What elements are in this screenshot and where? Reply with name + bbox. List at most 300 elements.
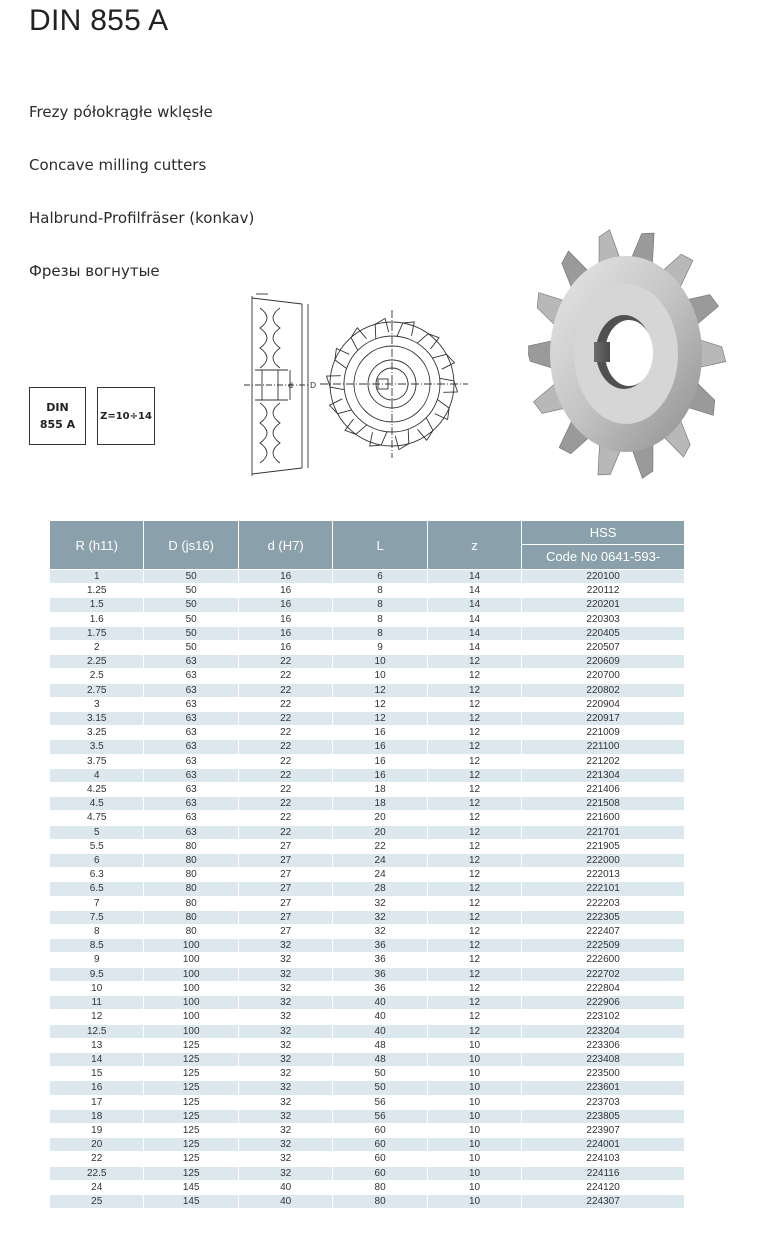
table-row: [50, 910, 685, 924]
cell-radius: 10: [50, 981, 144, 995]
cell-code: 221508: [522, 797, 685, 811]
cell-teeth: 10: [427, 1138, 521, 1152]
table-row: [50, 1052, 685, 1066]
cell-outer-diameter: 63: [144, 825, 238, 839]
cell-teeth: 10: [427, 1081, 521, 1095]
cell-width: 80: [333, 1180, 427, 1194]
cell-width: 36: [333, 939, 427, 953]
cell-teeth: 14: [427, 626, 521, 640]
table-body: [50, 570, 685, 1209]
cell-code: 222101: [522, 882, 685, 896]
cell-radius: 9: [50, 953, 144, 967]
cell-radius: 3: [50, 697, 144, 711]
cell-radius: 7.5: [50, 910, 144, 924]
cell-code: 223306: [522, 1038, 685, 1052]
cell-code: 224116: [522, 1166, 685, 1180]
cell-bore-diameter: 32: [238, 981, 332, 995]
cell-outer-diameter: 125: [144, 1067, 238, 1081]
cell-bore-diameter: 27: [238, 925, 332, 939]
cell-width: 24: [333, 868, 427, 882]
cell-width: 10: [333, 655, 427, 669]
cell-code: 223102: [522, 1010, 685, 1024]
cutter-tooth-outline: [375, 318, 389, 338]
cutter-tooth-outline: [370, 432, 387, 446]
cell-code: 222013: [522, 868, 685, 882]
cell-outer-diameter: 80: [144, 839, 238, 853]
cell-code: 223601: [522, 1081, 685, 1095]
cell-outer-diameter: 100: [144, 996, 238, 1010]
cell-teeth: 12: [427, 754, 521, 768]
cell-radius: 3.5: [50, 740, 144, 754]
cell-radius: 11: [50, 996, 144, 1010]
table-row: [50, 1194, 685, 1208]
cell-width: 12: [333, 712, 427, 726]
cell-bore-diameter: 22: [238, 740, 332, 754]
cell-teeth: 12: [427, 811, 521, 825]
cell-radius: 4: [50, 768, 144, 782]
cell-bore-diameter: 40: [238, 1194, 332, 1208]
cell-outer-diameter: 125: [144, 1095, 238, 1109]
cell-radius: 12.5: [50, 1024, 144, 1038]
cell-code: 222600: [522, 953, 685, 967]
cell-bore-diameter: 22: [238, 655, 332, 669]
cell-outer-diameter: 63: [144, 740, 238, 754]
cell-radius: 7: [50, 896, 144, 910]
cell-width: 8: [333, 612, 427, 626]
cell-width: 20: [333, 811, 427, 825]
cell-code: 221406: [522, 783, 685, 797]
cell-teeth: 12: [427, 697, 521, 711]
cell-outer-diameter: 50: [144, 626, 238, 640]
cell-outer-diameter: 50: [144, 641, 238, 655]
cell-radius: 5: [50, 825, 144, 839]
table-row: [50, 1095, 685, 1109]
cell-width: 60: [333, 1152, 427, 1166]
cell-outer-diameter: 125: [144, 1123, 238, 1137]
cell-bore-diameter: 27: [238, 896, 332, 910]
cutter-product-photo: [528, 222, 743, 490]
cell-width: 18: [333, 797, 427, 811]
cell-outer-diameter: 63: [144, 683, 238, 697]
cell-outer-diameter: 63: [144, 655, 238, 669]
cell-code: 222804: [522, 981, 685, 995]
cell-radius: 3.15: [50, 712, 144, 726]
cell-outer-diameter: 80: [144, 868, 238, 882]
cell-outer-diameter: 80: [144, 910, 238, 924]
cell-code: 220405: [522, 626, 685, 640]
cell-teeth: 12: [427, 839, 521, 853]
cell-bore-diameter: 32: [238, 1123, 332, 1137]
cell-code: 221009: [522, 726, 685, 740]
cell-outer-diameter: 125: [144, 1138, 238, 1152]
cell-teeth: 12: [427, 910, 521, 924]
cell-teeth: 12: [427, 740, 521, 754]
cell-width: 48: [333, 1038, 427, 1052]
cell-bore-diameter: 32: [238, 1166, 332, 1180]
cell-code: 220802: [522, 683, 685, 697]
table-row: [50, 612, 685, 626]
header-teeth: z: [427, 521, 521, 570]
cell-width: 8: [333, 598, 427, 612]
cell-radius: 5.5: [50, 839, 144, 853]
cell-code: 220917: [522, 712, 685, 726]
cell-bore-diameter: 27: [238, 882, 332, 896]
cell-width: 60: [333, 1123, 427, 1137]
cell-teeth: 10: [427, 1052, 521, 1066]
cell-outer-diameter: 63: [144, 754, 238, 768]
cell-code: 224307: [522, 1194, 685, 1208]
cell-code: 220112: [522, 584, 685, 598]
cell-bore-diameter: 32: [238, 967, 332, 981]
cell-bore-diameter: 27: [238, 839, 332, 853]
cell-outer-diameter: 145: [144, 1180, 238, 1194]
table-row: [50, 754, 685, 768]
table-row: [50, 1152, 685, 1166]
cell-teeth: 10: [427, 1109, 521, 1123]
cell-teeth: 12: [427, 726, 521, 740]
cell-outer-diameter: 145: [144, 1194, 238, 1208]
cell-code: 223408: [522, 1052, 685, 1066]
cell-teeth: 12: [427, 925, 521, 939]
cell-outer-diameter: 80: [144, 854, 238, 868]
cell-width: 36: [333, 967, 427, 981]
table-row: [50, 811, 685, 825]
cell-radius: 8: [50, 925, 144, 939]
cell-outer-diameter: 100: [144, 967, 238, 981]
cell-width: 28: [333, 882, 427, 896]
cell-code: 221905: [522, 839, 685, 853]
cell-code: 222305: [522, 910, 685, 924]
table-row: [50, 797, 685, 811]
cell-width: 32: [333, 910, 427, 924]
table-row: [50, 641, 685, 655]
table-row: [50, 896, 685, 910]
cell-width: 8: [333, 584, 427, 598]
table-row: [50, 570, 685, 584]
cell-code: 222509: [522, 939, 685, 953]
table-row: [50, 712, 685, 726]
table-row: [50, 598, 685, 612]
cell-width: 56: [333, 1109, 427, 1123]
cell-teeth: 12: [427, 896, 521, 910]
cell-radius: 8.5: [50, 939, 144, 953]
cell-teeth: 14: [427, 598, 521, 612]
cell-code: 221100: [522, 740, 685, 754]
cell-outer-diameter: 80: [144, 925, 238, 939]
cell-radius: 6.5: [50, 882, 144, 896]
cell-bore-diameter: 32: [238, 1024, 332, 1038]
cutter-tooth-outline: [335, 349, 349, 369]
header-hss: HSS: [522, 521, 685, 545]
header-outer-diameter: D (js16): [144, 521, 238, 570]
table-row: [50, 669, 685, 683]
table-row: [50, 939, 685, 953]
cell-width: 8: [333, 626, 427, 640]
cell-outer-diameter: 125: [144, 1052, 238, 1066]
table-row: [50, 868, 685, 882]
cell-width: 40: [333, 1024, 427, 1038]
cell-bore-diameter: 22: [238, 825, 332, 839]
cell-outer-diameter: 63: [144, 669, 238, 683]
cell-width: 12: [333, 683, 427, 697]
cell-code: 224120: [522, 1180, 685, 1194]
cell-bore-diameter: 32: [238, 996, 332, 1010]
cell-width: 60: [333, 1138, 427, 1152]
cell-width: 36: [333, 953, 427, 967]
cell-code: 224103: [522, 1152, 685, 1166]
subtitle-russian: Фрезы вогнутые: [29, 262, 160, 280]
cell-radius: 22.5: [50, 1166, 144, 1180]
cell-radius: 13: [50, 1038, 144, 1052]
cell-width: 22: [333, 839, 427, 853]
table-row: [50, 1109, 685, 1123]
cell-radius: 3.75: [50, 754, 144, 768]
cell-width: 40: [333, 1010, 427, 1024]
cell-teeth: 12: [427, 882, 521, 896]
bore-dimension-label: d: [288, 381, 294, 390]
cell-code: 220507: [522, 641, 685, 655]
table-row: [50, 768, 685, 782]
cell-radius: 12: [50, 1010, 144, 1024]
cell-code: 220700: [522, 669, 685, 683]
cell-width: 32: [333, 896, 427, 910]
cell-radius: 1.6: [50, 612, 144, 626]
cell-radius: 4.25: [50, 783, 144, 797]
cell-bore-diameter: 22: [238, 811, 332, 825]
cell-teeth: 12: [427, 783, 521, 797]
cell-outer-diameter: 125: [144, 1109, 238, 1123]
cell-bore-diameter: 32: [238, 1095, 332, 1109]
cell-code: 220201: [522, 598, 685, 612]
cell-width: 10: [333, 669, 427, 683]
cell-code: 222203: [522, 896, 685, 910]
cell-bore-diameter: 22: [238, 712, 332, 726]
cell-code: 223907: [522, 1123, 685, 1137]
cell-bore-diameter: 16: [238, 598, 332, 612]
cell-outer-diameter: 100: [144, 953, 238, 967]
cell-width: 32: [333, 925, 427, 939]
cell-outer-diameter: 80: [144, 896, 238, 910]
table-row: [50, 1123, 685, 1137]
cell-radius: 14: [50, 1052, 144, 1066]
cell-width: 60: [333, 1166, 427, 1180]
cell-width: 16: [333, 768, 427, 782]
cell-bore-diameter: 32: [238, 1038, 332, 1052]
table-row: [50, 1038, 685, 1052]
cell-width: 24: [333, 854, 427, 868]
cell-width: 6: [333, 570, 427, 584]
table-row: [50, 1180, 685, 1194]
din-badge-line2: 855 A: [39, 418, 76, 431]
cell-teeth: 14: [427, 641, 521, 655]
cell-outer-diameter: 100: [144, 1010, 238, 1024]
cell-bore-diameter: 16: [238, 584, 332, 598]
cell-teeth: 12: [427, 712, 521, 726]
cutter-tooth-outline: [440, 378, 458, 392]
cutter-tooth-outline: [345, 419, 367, 434]
cell-code: 221304: [522, 768, 685, 782]
cell-code: 222906: [522, 996, 685, 1010]
din-badge-line1: DIN: [46, 401, 69, 414]
cell-teeth: 12: [427, 768, 521, 782]
cell-teeth: 10: [427, 1152, 521, 1166]
cell-radius: 1.75: [50, 626, 144, 640]
table-row: [50, 925, 685, 939]
cutter-tooth-outline: [397, 322, 414, 336]
cell-outer-diameter: 50: [144, 570, 238, 584]
cell-outer-diameter: 50: [144, 598, 238, 612]
cell-teeth: 14: [427, 570, 521, 584]
cell-radius: 22: [50, 1152, 144, 1166]
cell-teeth: 12: [427, 655, 521, 669]
cutter-tooth-outline: [435, 400, 449, 420]
header-radius: R (h11): [50, 521, 144, 570]
cell-code: 223805: [522, 1109, 685, 1123]
cell-outer-diameter: 100: [144, 981, 238, 995]
cell-code: 222000: [522, 854, 685, 868]
cell-bore-diameter: 27: [238, 854, 332, 868]
cell-outer-diameter: 63: [144, 768, 238, 782]
cell-bore-diameter: 27: [238, 868, 332, 882]
table-row: [50, 1010, 685, 1024]
cell-radius: 2.75: [50, 683, 144, 697]
cell-code: 220100: [522, 570, 685, 584]
cell-outer-diameter: 100: [144, 1024, 238, 1038]
cell-teeth: 12: [427, 996, 521, 1010]
cell-outer-diameter: 50: [144, 612, 238, 626]
cell-radius: 24: [50, 1180, 144, 1194]
cell-teeth: 10: [427, 1095, 521, 1109]
table-row: [50, 854, 685, 868]
cell-radius: 18: [50, 1109, 144, 1123]
din-standard-badge: [29, 387, 86, 445]
cell-outer-diameter: 100: [144, 939, 238, 953]
cell-teeth: 14: [427, 584, 521, 598]
cell-width: 16: [333, 754, 427, 768]
cell-outer-diameter: 125: [144, 1152, 238, 1166]
cell-width: 40: [333, 996, 427, 1010]
cell-width: 36: [333, 981, 427, 995]
cutter-tooth-outline: [417, 334, 439, 349]
cell-teeth: 12: [427, 683, 521, 697]
cell-bore-diameter: 22: [238, 783, 332, 797]
table-row: [50, 1166, 685, 1180]
subtitle-polish: Frezy półokrągłe wklęsłe: [29, 103, 213, 121]
header-bore-diameter: d (H7): [238, 521, 332, 570]
table-row: [50, 1067, 685, 1081]
cell-radius: 15: [50, 1067, 144, 1081]
cell-bore-diameter: 32: [238, 1052, 332, 1066]
cell-outer-diameter: 80: [144, 882, 238, 896]
cell-teeth: 10: [427, 1067, 521, 1081]
cell-bore-diameter: 22: [238, 669, 332, 683]
cell-bore-diameter: 40: [238, 1180, 332, 1194]
table-row: [50, 584, 685, 598]
cell-radius: 2.5: [50, 669, 144, 683]
cell-teeth: 12: [427, 854, 521, 868]
cell-code: 224001: [522, 1138, 685, 1152]
cell-outer-diameter: 63: [144, 726, 238, 740]
cell-radius: 20: [50, 1138, 144, 1152]
cell-outer-diameter: 125: [144, 1038, 238, 1052]
table-row: [50, 626, 685, 640]
cell-bore-diameter: 22: [238, 697, 332, 711]
cell-radius: 1.5: [50, 598, 144, 612]
cell-code: 220609: [522, 655, 685, 669]
cell-width: 9: [333, 641, 427, 655]
header-code-number: Code No 0641-593-: [522, 544, 685, 569]
cell-teeth: 12: [427, 825, 521, 839]
cell-radius: 2: [50, 641, 144, 655]
cell-teeth: 10: [427, 1166, 521, 1180]
cell-bore-diameter: 32: [238, 1152, 332, 1166]
cutter-tooth-outline: [395, 429, 409, 449]
table-row: [50, 1024, 685, 1038]
cell-teeth: 12: [427, 1010, 521, 1024]
cell-teeth: 12: [427, 953, 521, 967]
table-row: [50, 655, 685, 669]
cell-teeth: 12: [427, 868, 521, 882]
cell-bore-diameter: 16: [238, 570, 332, 584]
cell-teeth: 12: [427, 967, 521, 981]
cell-bore-diameter: 16: [238, 641, 332, 655]
cell-width: 16: [333, 726, 427, 740]
cell-bore-diameter: 22: [238, 768, 332, 782]
table-row: [50, 981, 685, 995]
cell-teeth: 12: [427, 797, 521, 811]
cell-radius: 2.25: [50, 655, 144, 669]
cell-radius: 6: [50, 854, 144, 868]
cell-bore-diameter: 32: [238, 1081, 332, 1095]
cell-radius: 19: [50, 1123, 144, 1137]
cell-code: 221202: [522, 754, 685, 768]
table-row: [50, 783, 685, 797]
table-row: [50, 967, 685, 981]
cutter-technical-drawing: [240, 288, 480, 480]
cell-code: 222407: [522, 925, 685, 939]
cell-width: 12: [333, 697, 427, 711]
cell-teeth: 12: [427, 1024, 521, 1038]
cell-radius: 17: [50, 1095, 144, 1109]
subtitle-english: Concave milling cutters: [29, 156, 207, 174]
cell-width: 48: [333, 1052, 427, 1066]
cell-outer-diameter: 50: [144, 584, 238, 598]
cell-teeth: 10: [427, 1038, 521, 1052]
cell-bore-diameter: 32: [238, 1010, 332, 1024]
cell-outer-diameter: 63: [144, 783, 238, 797]
cell-bore-diameter: 32: [238, 1109, 332, 1123]
cell-radius: 25: [50, 1194, 144, 1208]
table-row: [50, 1081, 685, 1095]
subtitle-german: Halbrund-Profilfräser (konkav): [29, 209, 255, 227]
header-width: L: [333, 521, 427, 570]
cell-width: 50: [333, 1067, 427, 1081]
table-row: [50, 1138, 685, 1152]
table-row: [50, 882, 685, 896]
cell-radius: 6.3: [50, 868, 144, 882]
cell-width: 80: [333, 1194, 427, 1208]
cell-teeth: 10: [427, 1180, 521, 1194]
cell-code: 220303: [522, 612, 685, 626]
specifications-table: [49, 520, 685, 1209]
cell-code: 220904: [522, 697, 685, 711]
cell-bore-diameter: 32: [238, 939, 332, 953]
table-row: [50, 839, 685, 853]
cell-bore-diameter: 22: [238, 683, 332, 697]
table-row: [50, 825, 685, 839]
cell-bore-diameter: 32: [238, 1138, 332, 1152]
cell-code: 223500: [522, 1067, 685, 1081]
